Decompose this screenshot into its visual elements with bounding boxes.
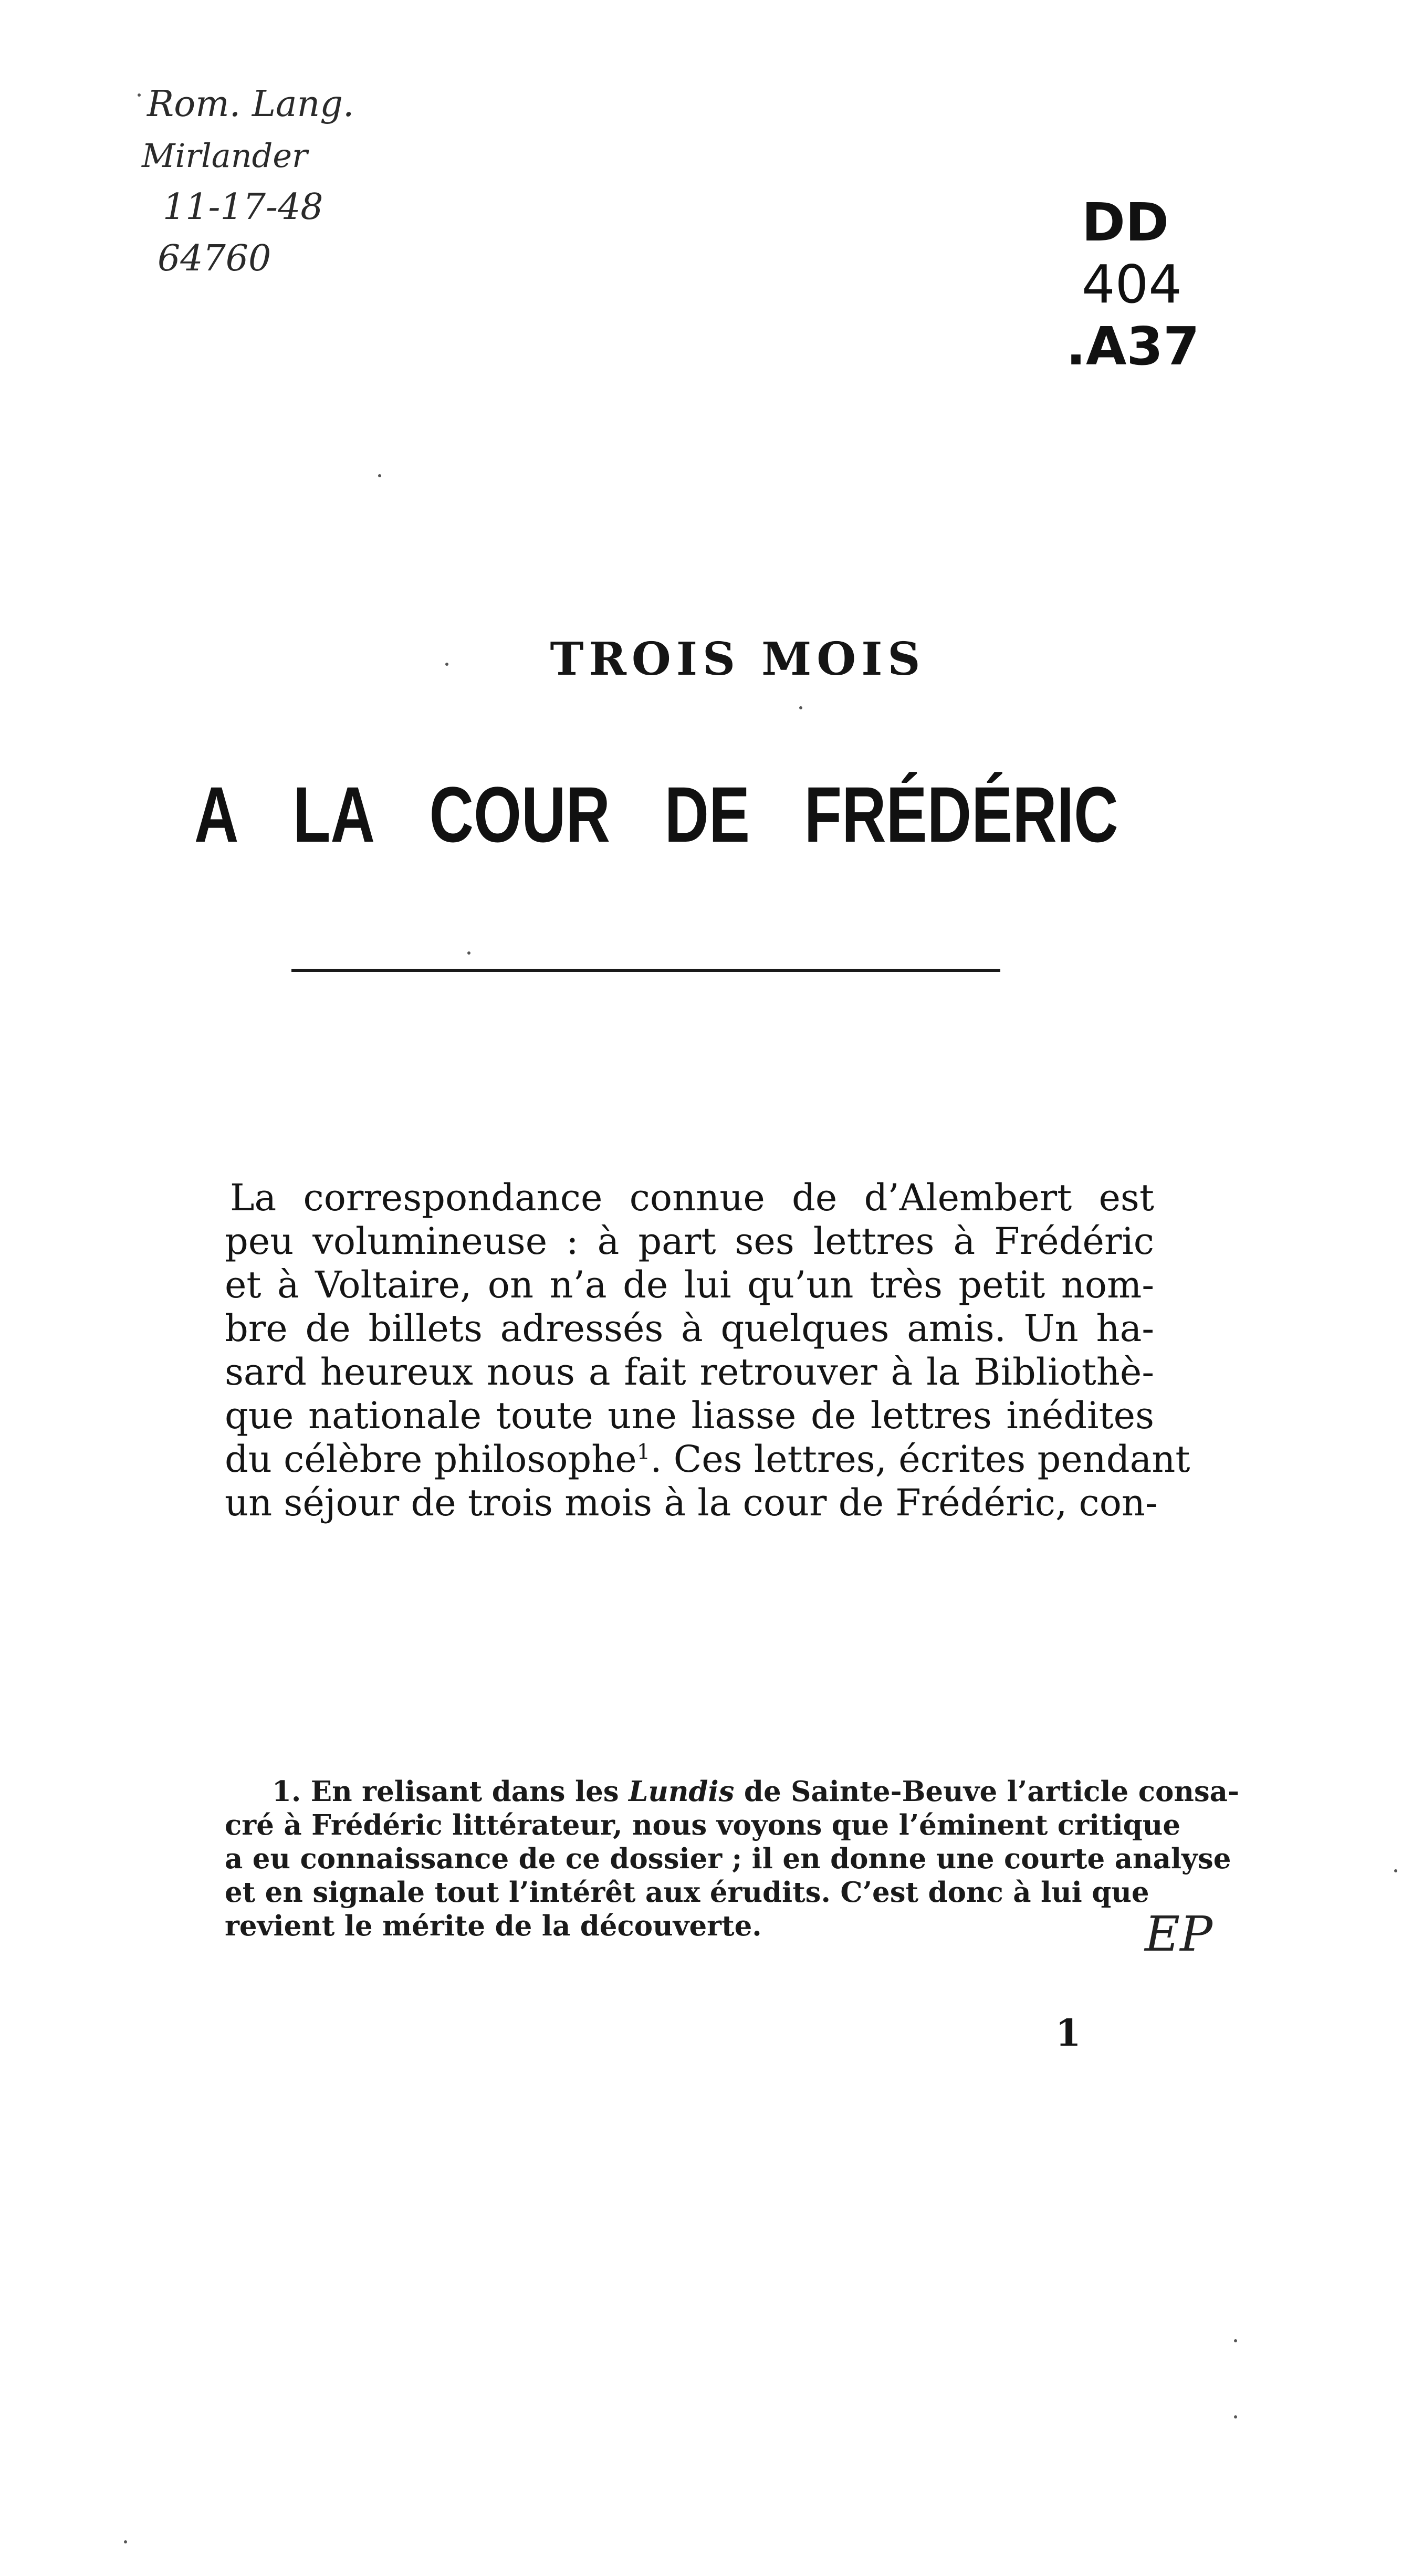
body-line-text: . Ces lettres, écrites pendant xyxy=(650,1438,1190,1481)
main-title-word: DE xyxy=(664,770,750,858)
handwritten-note-line: Mirlander xyxy=(142,137,308,175)
body-line: un séjour de trois mois à la cour de Frédéric, con- xyxy=(225,1481,1158,1524)
main-title-word: FRÉDÉRIC xyxy=(804,770,1118,858)
paper-speck xyxy=(445,663,448,666)
footnote-line xyxy=(225,1775,1240,1808)
main-title-word: COUR xyxy=(429,770,611,858)
paper-speck xyxy=(378,474,381,477)
body-line xyxy=(225,1438,1190,1481)
paper-speck xyxy=(1234,2339,1237,2342)
body-paragraph xyxy=(225,1176,1190,1525)
title-divider-rule xyxy=(291,969,1000,972)
body-line-text: du célèbre philosophe xyxy=(225,1438,637,1481)
footnote-line: cré à Frédéric littérateur, nous voyons que l’éminent critique xyxy=(225,1809,1181,1841)
main-title-word: A xyxy=(194,770,239,858)
handwritten-initials: EP xyxy=(1145,1906,1213,1962)
body-line: sard heureux nous a fait retrouver à la Bibliothè- xyxy=(225,1350,1154,1394)
footnote-line: et en signale tout l’intérêt aux érudits. C’est donc à lui que xyxy=(225,1876,1149,1909)
title-subheading: TROIS MOIS xyxy=(550,633,926,686)
call-number-line: .A37 xyxy=(1066,316,1200,377)
body-line: que nationale toute une liasse de lettres inédites xyxy=(225,1394,1154,1437)
paper-speck xyxy=(124,2540,127,2543)
handwritten-note-line: 11-17-48 xyxy=(163,186,323,228)
paper-speck xyxy=(1234,2415,1237,2418)
body-line: et à Voltaire, on n’a de lui qu’un très petit nom- xyxy=(225,1263,1154,1306)
body-line: La correspondance connue de d’Alembert est xyxy=(230,1176,1154,1219)
main-title-word: LA xyxy=(293,770,375,858)
body-line: bre de billets adressés à quelques amis. Un ha- xyxy=(225,1307,1154,1350)
paper-speck xyxy=(138,93,141,97)
footnote-text: 1. En relisant dans les xyxy=(272,1775,629,1808)
library-call-number xyxy=(1066,192,1200,378)
footnote-line: revient le mérite de la découverte. xyxy=(225,1910,762,1942)
paper-speck xyxy=(1394,1869,1397,1872)
paper-speck xyxy=(467,951,470,955)
footnote-marker: 1 xyxy=(636,1440,651,1464)
paper-speck xyxy=(799,706,802,709)
footnote-text: de Sainte-Beuve l’article consa- xyxy=(734,1775,1240,1808)
main-title xyxy=(194,769,1118,860)
footnote-line: a eu connaissance de ce dossier ; il en donne une courte analyse xyxy=(225,1842,1231,1875)
handwritten-note-line: Rom. Lang. xyxy=(147,83,354,125)
call-number-line: 404 xyxy=(1082,254,1182,315)
handwritten-note-line: 64760 xyxy=(158,238,271,279)
page-number: 1 xyxy=(1055,2011,1081,2055)
handwritten-acquisition-note xyxy=(142,79,354,285)
body-line: peu volumineuse : à part ses lettres à Frédéric xyxy=(225,1220,1154,1263)
call-number-line: DD xyxy=(1082,192,1169,253)
footnote-italic-title: Lundis xyxy=(629,1775,735,1808)
